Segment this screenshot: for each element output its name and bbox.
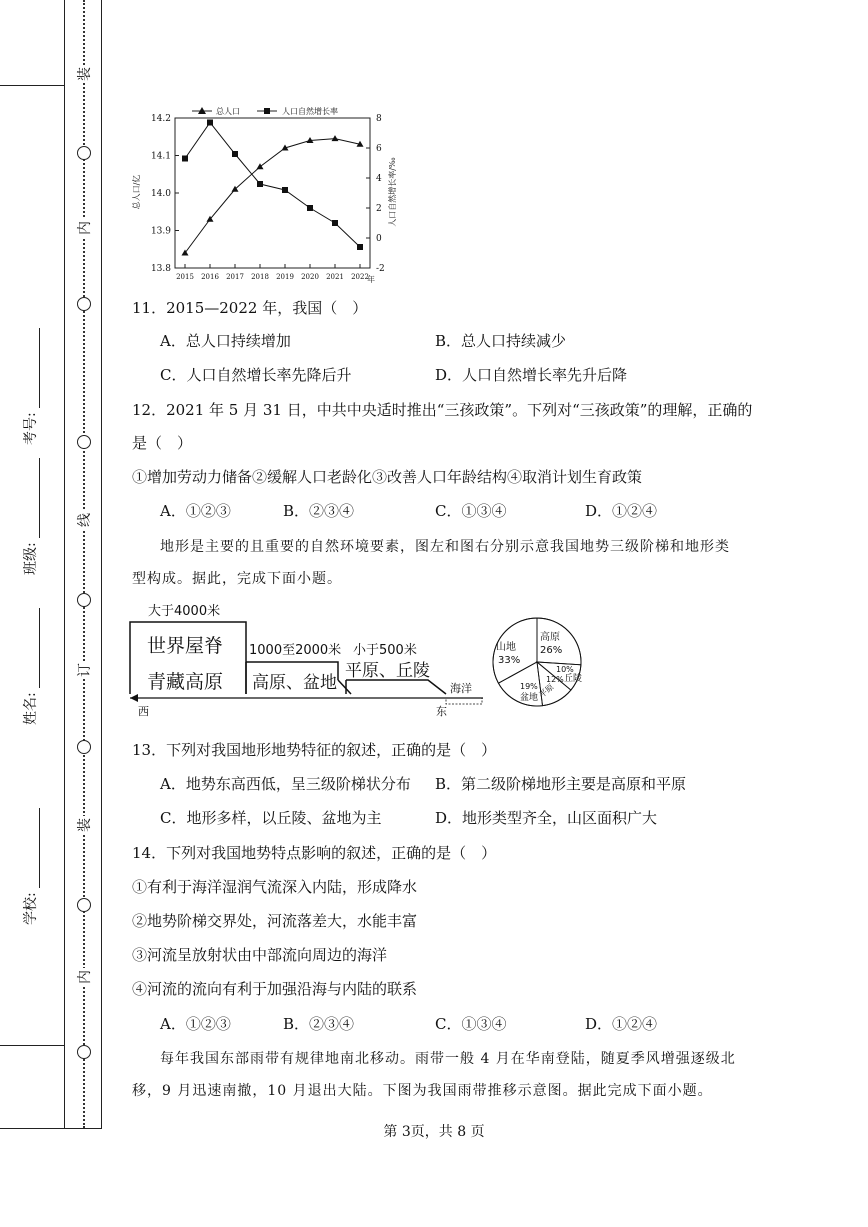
page-footer: 第 3页，共 8 页: [383, 1124, 485, 1140]
q12-option-a[interactable]: A．①②③: [160, 502, 231, 520]
step1-label-bottom: 青藏高原: [147, 671, 224, 693]
q11-option-a[interactable]: A．总人口持续增加: [160, 332, 291, 350]
legend-growth: 人口自然增长率: [282, 107, 338, 116]
population-point: [257, 163, 264, 169]
right-tick-label: 6: [376, 144, 382, 154]
pie-pct-plain: 12%: [546, 675, 564, 684]
q14-option-b[interactable]: B．②③④: [283, 1015, 355, 1033]
growth-rate-point: [182, 156, 188, 162]
ocean-hatch: [446, 698, 482, 704]
q13-option-a[interactable]: A．地势东高西低，呈三级阶梯状分布: [160, 775, 411, 793]
binding-mark: 内: [74, 968, 94, 986]
x-tick-label: 2022: [351, 273, 369, 281]
q14-item-3: ③河流呈放射状由中部流向周边的海洋: [132, 946, 388, 964]
q13-option-d[interactable]: D．地形类型齐全，山区面积广大: [435, 809, 658, 827]
left-tick-label: 14.1: [150, 151, 171, 162]
growth-rate-point: [257, 181, 263, 187]
pie-label-mountain: 山地: [496, 642, 516, 653]
left-axis-label: 总人口/亿: [132, 174, 141, 210]
right-tick-label: 4: [376, 174, 382, 184]
label-low: 小于500米: [353, 643, 417, 658]
q11-option-d[interactable]: D．人口自然增长率先升后降: [435, 366, 628, 384]
pie-pct-plateau: 26%: [540, 645, 563, 656]
binding-hole: [77, 593, 91, 607]
q12-stem-line2: 是（ ）: [132, 434, 193, 452]
binding-mark: 线: [74, 511, 94, 529]
q13-stem: 13．下列对我国地形地势特征的叙述，正确的是（ ）: [132, 741, 497, 759]
population-point: [332, 135, 339, 141]
terrain-intro-line2: 型构成。据此，完成下面小题。: [132, 571, 342, 587]
west-arrow-icon: [130, 694, 138, 702]
plot-frame: [175, 118, 370, 268]
q14-stem: 14．下列对我国地势特点影响的叙述，正确的是（ ）: [132, 844, 497, 862]
x-tick-label: 2020: [301, 273, 319, 281]
q12-option-c[interactable]: C．①③④: [435, 502, 507, 520]
pie-label-plateau: 高原: [540, 632, 560, 643]
binding-hole: [77, 435, 91, 449]
growth-rate-point: [357, 244, 363, 250]
pie-pct-basin: 19%: [520, 682, 538, 691]
binding-cut-line: [83, 0, 85, 1128]
growth-rate-point: [207, 120, 213, 126]
terrain-staircase-diagram: [128, 598, 488, 720]
binding-hole: [77, 898, 91, 912]
growth-rate-point: [282, 187, 288, 193]
school-field[interactable]: [20, 808, 40, 925]
legend-square-icon: [264, 108, 270, 114]
population-chart: [120, 102, 397, 287]
q14-item-4: ④河流的流向有利于加强沿海与内陆的联系: [132, 980, 418, 998]
left-tick-label: 13.9: [150, 226, 171, 237]
left-tick-label: 13.8: [150, 264, 171, 274]
left-tick-label: 14.0: [150, 189, 171, 199]
x-tick-label: 2017: [226, 273, 244, 281]
right-tick-label: -2: [376, 264, 385, 274]
q11-option-b[interactable]: B．总人口持续减少: [435, 332, 567, 350]
chart-legend: [192, 106, 338, 116]
binding-hole: [77, 740, 91, 754]
growth-rate-point: [232, 151, 238, 157]
name-field[interactable]: [20, 608, 40, 725]
population-line: [185, 139, 360, 253]
right-tick-label: 8: [376, 114, 382, 124]
sidebar-border: [0, 0, 102, 1129]
school-label: 学校:: [23, 892, 39, 925]
x-tick-label: 2021: [326, 273, 344, 281]
pie-label-basin: 盆地: [520, 693, 539, 703]
label-high: 大于4000米: [148, 604, 221, 619]
label-mid: 1000至2000米: [249, 643, 342, 658]
rainbelt-intro-line1: 每年我国东部雨带有规律地南北移动。雨带一般 4 月在华南登陆，随夏季风增强逐级北: [160, 1051, 736, 1067]
pie-label-plain: 平原: [537, 682, 556, 700]
sidebar-divider: [0, 1045, 64, 1046]
step3-outline: [346, 680, 446, 694]
x-tick-label: 2016: [201, 273, 219, 281]
q13-option-b[interactable]: B．第二级阶梯地形主要是高原和平原: [435, 775, 687, 793]
sidebar-inner-line: [64, 0, 65, 1128]
right-tick-label: 0: [376, 234, 382, 244]
legend-population: 总人口: [216, 107, 240, 116]
sidebar-divider: [0, 85, 64, 86]
right-tick-label: 2: [376, 204, 382, 214]
growth-rate-point: [332, 220, 338, 226]
x-tick-label: 2018: [251, 273, 269, 281]
binding-mark: 装: [74, 65, 94, 83]
q14-option-a[interactable]: A．①②③: [160, 1015, 231, 1033]
terrain-intro-line1: 地形是主要的且重要的自然环境要素，图左和图右分别示意我国地势三级阶梯和地形类: [160, 539, 730, 555]
growth-rate-point: [307, 205, 313, 211]
class-label: 班级:: [23, 542, 39, 575]
binding-hole: [77, 297, 91, 311]
ocean-label: 海洋: [450, 682, 472, 695]
q12-items: ①增加劳动力储备②缓解人口老龄化③改善人口年龄结构④取消计划生育政策: [132, 468, 643, 486]
step2-label: 高原、盆地: [252, 673, 337, 693]
name-label: 姓名:: [23, 692, 39, 725]
east-label: 东: [436, 705, 447, 718]
right-axis-label: 人口自然增长率/‰: [388, 157, 397, 227]
q14-option-c[interactable]: C．①③④: [435, 1015, 507, 1033]
x-tick-label: 2019: [276, 273, 294, 281]
terrain-composition-pie: [482, 612, 592, 712]
left-tick-label: 14.2: [150, 114, 171, 124]
q12-option-b[interactable]: B．②③④: [283, 502, 355, 520]
binding-mark: 订: [74, 661, 94, 679]
exam-number-label: 考号:: [23, 412, 39, 445]
q12-option-d[interactable]: D．①②④: [585, 502, 658, 520]
q11-stem: 11．2015—2022 年，我国（ ）: [132, 299, 368, 317]
step1-label-top: 世界屋脊: [147, 635, 224, 657]
class-field[interactable]: [20, 458, 40, 575]
west-label: 西: [138, 705, 149, 718]
growth-rate-line: [185, 123, 360, 248]
pie-pct-mountain: 33%: [498, 655, 521, 666]
binding-mark: 装: [74, 816, 94, 834]
binding-mark: 内: [74, 219, 94, 237]
rainbelt-intro-line2: 移，9 月迅速南撤，10 月退出大陆。下图为我国雨带推移示意图。据此完成下面小题。: [132, 1083, 713, 1099]
q14-option-d[interactable]: D．①②④: [585, 1015, 658, 1033]
binding-hole: [77, 146, 91, 160]
q14-item-2: ②地势阶梯交界处，河流落差大，水能丰富: [132, 912, 418, 930]
q13-option-c[interactable]: C．地形多样，以丘陵、盆地为主: [160, 809, 382, 827]
pie-label-hill: 丘陵: [564, 674, 583, 684]
x-axis-unit: 年: [367, 275, 375, 284]
q11-option-c[interactable]: C．人口自然增长率先降后升: [160, 366, 352, 384]
pie-pct-hill: 10%: [556, 665, 574, 674]
q14-item-1: ①有利于海洋湿润气流深入内陆，形成降水: [132, 878, 418, 896]
exam-number-field[interactable]: [20, 328, 40, 445]
step3-label: 平原、丘陵: [345, 661, 430, 681]
binding-hole: [77, 1045, 91, 1059]
q12-stem-line1: 12．2021 年 5 月 31 日，中共中央适时推出“三孩政策”。下列对“三孩政策”的理解，正确的: [132, 401, 753, 419]
x-tick-label: 2015: [176, 273, 194, 281]
